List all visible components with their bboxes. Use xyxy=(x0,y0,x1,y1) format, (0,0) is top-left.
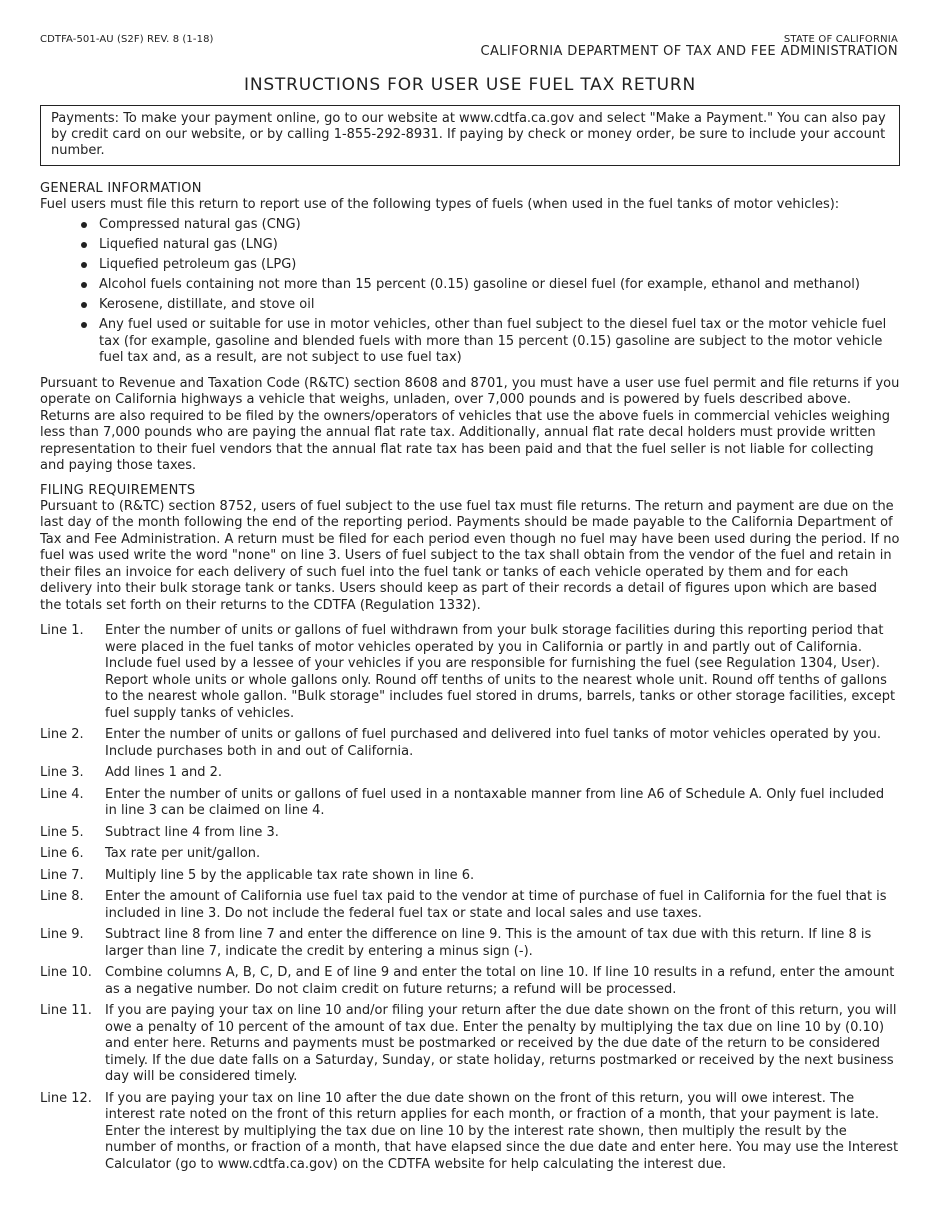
line-text: Enter the number of units or gallons of fuel used in a nontaxable manner from line A6 of Schedule A. Only fuel included in line 3 can be claimed on line 4. xyxy=(105,786,885,818)
line-number: Line 7. xyxy=(40,867,84,883)
line-instruction-3 xyxy=(40,765,900,782)
line-number: Line 5. xyxy=(40,824,84,840)
general-intro: Fuel users must file this return to report use of the following types of fuels (when used in the fuel tanks of motor vehicles): xyxy=(40,197,840,212)
bullet-icon xyxy=(81,302,87,308)
line-number: Line 6. xyxy=(40,846,84,861)
list-item-text: Any fuel used or suitable for use in motor vehicles, other than fuel subject to the diesel fuel tax or the motor vehicle fuel tax (for example, gasoline and blended fuels with more than 15 percent (0.15) gasoline are subject to the motor vehicle fuel tax and, as a result, are not subject to use fuel tax) xyxy=(99,317,887,365)
line-instruction-8 xyxy=(40,889,900,922)
line-instruction-6 xyxy=(40,846,900,863)
line-text: If you are paying your tax on line 10 and/or filing your return after the due date shown on the front of this return, you will owe a penalty of 10 percent of the amount of tax due. Enter the penalty by multiplying the tax due on line 10 by (0.10) and enter here. Returns and payments must be postmarked or received by the due date of the return to be considered timely. If the due date falls on a Saturday, Sunday, or state holiday, returns postmarked or received by the next business day will be considered timely. xyxy=(105,1003,897,1084)
line-text: Subtract line 8 from line 7 and enter the difference on line 9. This is the amount of tax due with this return. If line 8 is larger than line 7, indicate the credit by entering a minus sign (-). xyxy=(105,927,872,959)
list-item-text: Alcohol fuels containing not more than 15 percent (0.15) gasoline or diesel fuel (for example, ethanol and methanol) xyxy=(99,277,860,292)
general-information-heading: GENERAL INFORMATION xyxy=(40,181,202,196)
line-number: Line 12. xyxy=(40,1090,92,1106)
instructions-page xyxy=(40,32,900,1173)
line-instruction-2 xyxy=(40,727,900,760)
bullet-icon xyxy=(81,242,87,248)
line-number: Line 3. xyxy=(40,765,84,780)
line-text: If you are paying your tax on line 10 after the due date shown on the front of this return, you will owe interest. The interest rate noted on the front of this return applies for each month, or fraction of a month, that your payment is late. Enter the interest by multiplying the tax due on line 10 by the interest rate shown, then multiply the result by the number of months, or fraction of a month, that have elapsed since the due date and enter here. You may use the Interest Calculator (go to www.cdtfa.ca.gov) on the CDTFA website for help calculating the interest due. xyxy=(105,1090,899,1172)
bullet-icon xyxy=(81,322,87,328)
line-instruction-4 xyxy=(40,787,900,820)
line-number: Line 4. xyxy=(40,786,84,802)
line-instruction-10 xyxy=(40,965,900,998)
line-text: Tax rate per unit/gallon. xyxy=(105,846,261,861)
line-number: Line 9. xyxy=(40,927,84,942)
bullet-icon xyxy=(81,262,87,268)
line-instruction-5 xyxy=(40,825,900,842)
list-item xyxy=(80,257,900,274)
list-item xyxy=(80,317,900,367)
line-text: Enter the amount of California use fuel tax paid to the vendor at time of purchase of fuel in California for the fuel that is included in line 3. Do not include the federal fuel tax or state and local sales and use taxes. xyxy=(105,889,887,921)
line-number: Line 10. xyxy=(40,965,92,980)
list-item xyxy=(80,217,900,234)
list-item-text: Liquefied natural gas (LNG) xyxy=(99,237,278,252)
bullet-icon xyxy=(81,282,87,288)
list-item xyxy=(80,237,900,254)
bullet-icon xyxy=(81,222,87,228)
line-text: Enter the number of units or gallons of fuel withdrawn from your bulk storage facilities during this reporting period that were placed in the fuel tanks of motor vehicles operated by you in California or partly in and partly out of California. Include fuel used by a lessee of your vehicles if you are responsible for furnishing the fuel (see Regulation 1304, User). Report whole units or whole gallons only. Round off tenths of units to the nearest whole unit. Round off tenths of gallons to the nearest whole gallon. "Bulk storage" includes fuel stored in drums, barrels, tanks or other storage facilities, except fuel supply tanks of vehicles. xyxy=(105,623,896,721)
payments-notice: Payments: To make your payment online, go to our website at www.cdtfa.ca.gov and select "Make a Payment." You can also pay by credit card on our website, or by calling 1-855-292-8931. If paying by check or money order, be sure to include your account number. xyxy=(40,105,900,166)
fuel-type-list xyxy=(40,217,900,367)
line-number: Line 8. xyxy=(40,889,84,904)
line-number: Line 2. xyxy=(40,727,84,742)
line-number: Line 11. xyxy=(40,1003,92,1018)
state-name: STATE OF CALIFORNIA xyxy=(783,34,898,45)
line-instructions xyxy=(40,623,900,1173)
line-text: Subtract line 4 from line 3. xyxy=(105,824,279,840)
filing-paragraph: Pursuant to (R&TC) section 8752, users of fuel subject to the use fuel tax must file returns. The return and payment are due on the last day of the month following the end of the reporting period. Payments should be made payable to the California Department of Tax and Fee Administration. A return must be filed for each period even though no fuel may have been used during the period. If no fuel was used write the word "none" on line 3. Users of fuel subject to the tax shall obtain from the vendor of the fuel and retain in their files an invoice for each delivery of such fuel into the fuel tank or tanks of each vehicle operated by them and for each delivery into their bulk storage tank or tanks. Users should keep as part of their records a detail of figures upon which are based the totals set forth on their returns to the CDTFA (Regulation 1332). xyxy=(40,498,900,613)
list-item-text: Liquefied petroleum gas (LPG) xyxy=(99,257,297,272)
line-text: Enter the number of units or gallons of fuel purchased and delivered into fuel tanks of motor vehicles operated by you. Include purchases both in and out of California. xyxy=(105,727,881,759)
department-name: CALIFORNIA DEPARTMENT OF TAX AND FEE ADMINISTRATION xyxy=(480,44,898,59)
list-item-text: Compressed natural gas (CNG) xyxy=(99,217,301,232)
form-code: CDTFA-501-AU (S2F) REV. 8 (1-18) xyxy=(40,34,214,45)
line-text: Combine columns A, B, C, D, and E of line 9 and enter the total on line 10. If line 10 results in a refund, enter the amount as a negative number. Do not claim credit on future returns; a refund will be processed. xyxy=(105,965,895,997)
line-instruction-7 xyxy=(40,868,900,885)
line-instruction-9 xyxy=(40,927,900,960)
list-item-text: Kerosene, distillate, and stove oil xyxy=(99,297,315,312)
line-instruction-1 xyxy=(40,623,900,722)
page-header xyxy=(40,32,900,60)
list-item xyxy=(80,277,900,294)
list-item xyxy=(80,297,900,314)
line-instruction-11 xyxy=(40,1003,900,1086)
line-text: Add lines 1 and 2. xyxy=(105,765,223,780)
line-number: Line 1. xyxy=(40,623,84,638)
line-instruction-12 xyxy=(40,1091,900,1174)
filing-requirements-heading: FILING REQUIREMENTS xyxy=(40,482,196,498)
page-title: INSTRUCTIONS FOR USER USE FUEL TAX RETURN xyxy=(244,75,696,95)
line-text: Multiply line 5 by the applicable tax rate shown in line 6. xyxy=(105,867,475,883)
general-paragraph: Pursuant to Revenue and Taxation Code (R&TC) section 8608 and 8701, you must have a user use fuel permit and file returns if you operate on California highways a vehicle that weighs, unladen, over 7,000 pounds and is powered by fuels described above. Returns are also required to be filed by the owners/operators of vehicles that use the above fuels in commercial vehicles weighing less than 7,000 pounds who are paying the annual flat rate tax. Additionally, annual flat rate decal holders must provide written representation to their fuel vendors that the annual flat rate tax has been paid and that the fuel seller is not liable for collecting and paying those taxes. xyxy=(40,375,900,473)
